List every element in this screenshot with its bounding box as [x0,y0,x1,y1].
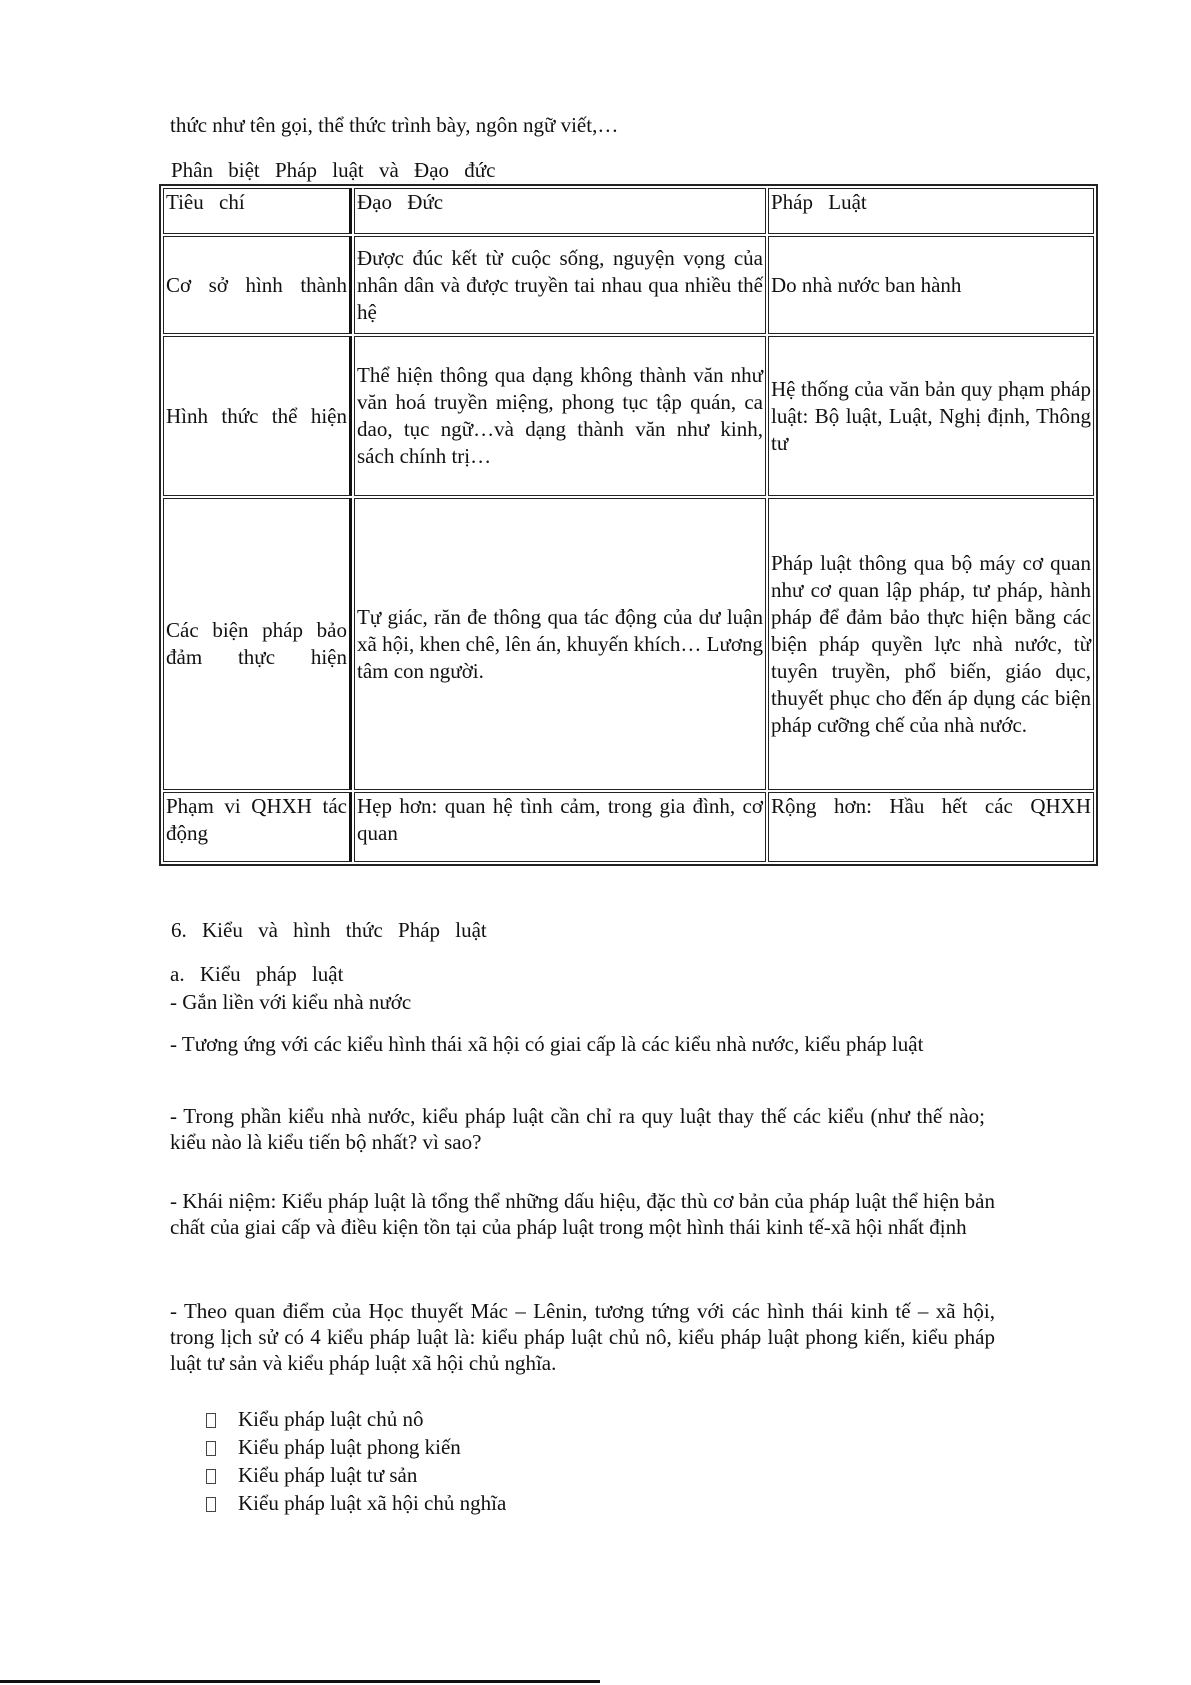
row-criterion: Cơ sở hình thành [163,236,352,334]
table-row [163,792,1094,862]
row-criterion: Hình thức thể hiện [163,336,352,496]
row-criterion: Phạm vi QHXH tác động [163,792,352,862]
table-row [163,498,1094,790]
table-title: Phân biệt Pháp luật và Đạo đức [171,158,496,182]
list-item: Kiểu pháp luật xã hội chủ nghĩa [206,1489,506,1517]
header-law: Pháp Luật [768,188,1094,234]
row-law: Pháp luật thông qua bộ máy cơ quan như cơ quan lập pháp, tư pháp, hành pháp để đảm bảo thực hiện bằng các biện pháp quyền lực nhà nước, từ tuyên truyền, phổ biến, giáo dục, thuyết phục cho đến áp dụng các biện pháp cưỡng chế của nhà nước. [768,498,1094,790]
intro-line: thức như tên gọi, thể thức trình bày, ngôn ngữ viết,… [170,113,619,137]
row-law: Hệ thống của văn bản quy phạm pháp luật: Bộ luật, Luật, Nghị định, Thông tư [768,336,1094,496]
row-ethics: Được đúc kết từ cuộc sống, nguyện vọng của nhân dân và được truyền tai nhau qua nhiều thế hệ [354,236,766,334]
paragraph: - Trong phần kiểu nhà nước, kiểu pháp luật cần chỉ ra quy luật thay thế các kiểu (như thế nào; kiểu nào là kiểu tiến bộ nhất? vì sao? [170,1104,985,1154]
paragraph: - Gắn liền với kiểu nhà nước [170,990,412,1014]
paragraph: - Theo quan điểm của Học thuyết Mác – Lênin, tương tứng với các hình thái kinh tế – xã hội, trong lịch sử có 4 kiểu pháp luật là: kiểu pháp luật chủ nô, kiểu pháp luật phong kiến, kiểu pháp luật tư sản và kiểu pháp luật xã hội chủ nghĩa. [170,1299,995,1375]
comparison-table [159,184,1098,866]
list-item: Kiểu pháp luật chủ nô [206,1405,506,1433]
subheading: a. Kiểu pháp luật [170,962,344,986]
list-item: Kiểu pháp luật tư sản [206,1461,506,1489]
table-row [163,236,1094,334]
header-ethics: Đạo Đức [354,188,766,234]
list-item: Kiểu pháp luật phong kiến [206,1433,506,1461]
row-criterion: Các biện pháp bảo đảm thực hiện [163,498,352,790]
table-header-row [163,188,1094,234]
row-ethics: Hẹp hơn: quan hệ tình cảm, trong gia đình, cơ quan [354,792,766,862]
header-criterion: Tiêu chí [163,188,352,234]
row-ethics: Tự giác, răn đe thông qua tác động của dư luận xã hội, khen chê, lên án, khuyến khích… Lương tâm con người. [354,498,766,790]
paragraph: - Khái niệm: Kiểu pháp luật là tổng thể những dấu hiệu, đặc thù cơ bản của pháp luật thể hiện bản chất của giai cấp và điều kiện tồn tại của pháp luật trong một hình thái kinh tế-xã hội nhất định [170,1189,995,1239]
row-law: Do nhà nước ban hành [768,236,1094,334]
bullet-box-icon [206,1441,216,1456]
table-row [163,336,1094,496]
law-type-list [206,1405,506,1517]
row-ethics: Thể hiện thông qua dạng không thành văn như văn hoá truyền miệng, phong tục tập quán, ca dao, tục ngữ…và dạng thành văn như kinh, sách chính trị… [354,336,766,496]
page-bottom-rule [0,1680,600,1683]
bullet-box-icon [206,1413,216,1428]
paragraph: - Tương ứng với các kiểu hình thái xã hội có giai cấp là các kiểu nhà nước, kiểu pháp luật [170,1032,924,1056]
bullet-box-icon [206,1469,216,1484]
section-heading: 6. Kiểu và hình thức Pháp luật [171,918,487,942]
row-law: Rộng hơn: Hầu hết các QHXH [768,792,1094,862]
bullet-box-icon [206,1497,216,1512]
